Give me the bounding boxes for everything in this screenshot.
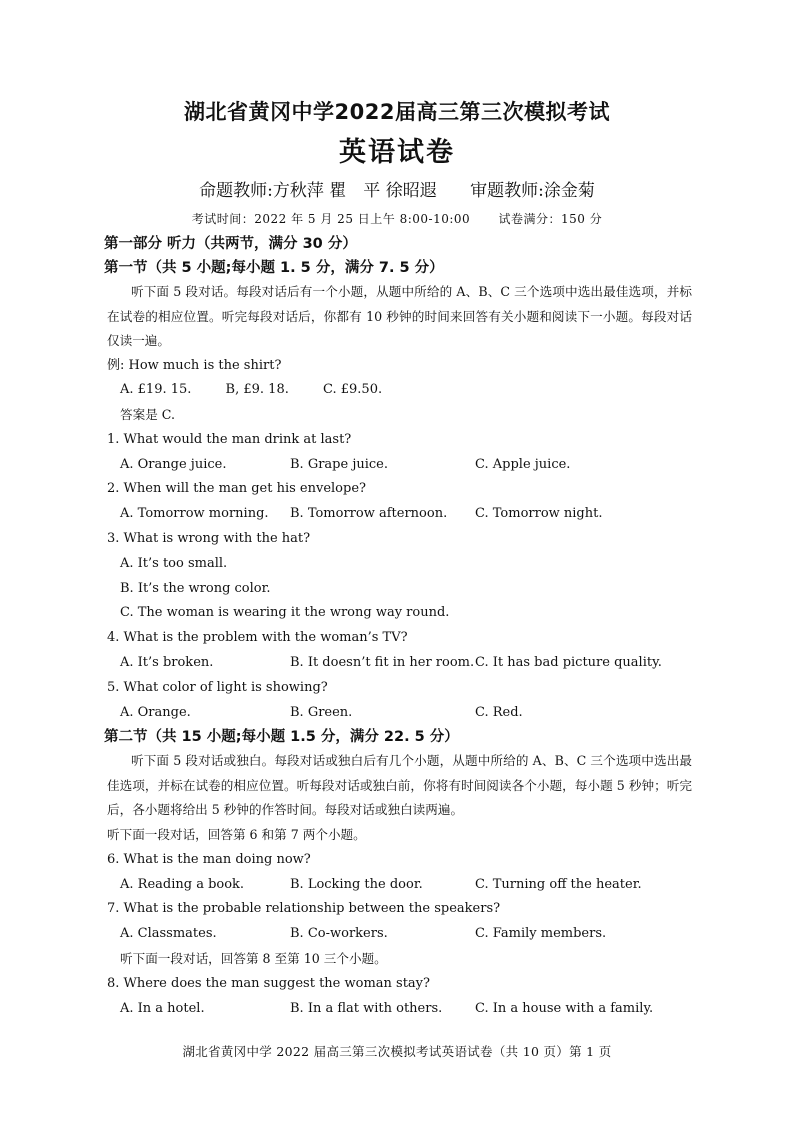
subject-title: 英语试卷 [339,137,455,168]
question-1: 1. What would the man drink at last? [107,431,352,447]
option-c: C. Tomorrow night. [475,506,603,522]
example-options [107,378,692,403]
example-option-c: C. £9.50. [323,382,383,398]
question-5: 5. What color of light is showing? [107,679,328,695]
part1-heading: 第一部分 听力（共两节，满分 30 分） [104,236,357,252]
option-a: A. Orange. [120,704,191,720]
exam-time: 考试时间：2022 年 5 月 25 日上午 8:00-10:00 [191,212,471,226]
option-c: C. It has bad picture quality. [475,655,662,671]
option-c: C. Family members. [475,926,607,942]
question-5-options [107,701,692,726]
question-4-options [107,651,692,676]
question-2-options [107,502,692,527]
option-b: B. In a flat with others. [290,1000,443,1016]
option-b: B. Locking the door. [290,876,423,892]
cue-6-7: 听下面一段对话，回答第 6 和第 7 两个小题。 [107,826,366,842]
question-1-options [107,453,692,478]
example-question: 例: How much is the shirt? [107,357,282,373]
section2-instructions: 听下面 5 段对话或独白。每段对话或独白后有几个小题，从题中所给的 A、B、C 三个选项中选出最佳选项，并标在试卷的相应位置。听每段对话或独白前，你将有时间阅读各个小题，每小题 5 秒钟；听完后，各小题将给出 5 秒钟的作答时间。每段对话或独白读两遍。 [107,753,692,818]
option-a: A. Classmates. [120,926,217,942]
section1-heading: 第一节（共 5 小题;每小题 1. 5 分，满分 7. 5 分） [104,260,444,276]
option-b: B. It’s the wrong color. [120,580,271,596]
question-4: 4. What is the problem with the woman’s TV? [107,630,408,646]
example-answer: 答案是 C. [120,407,175,423]
question-3: 3. What is wrong with the hat? [107,531,311,547]
school-title: 湖北省黄冈中学2022届高三第三次模拟考试 [184,100,610,124]
page-footer: 湖北省黄冈中学 2022 届高三第三次模拟考试英语试卷（共 10 页）第 1 页 [182,1044,612,1059]
option-b: B. Green. [290,704,353,720]
option-a: A. Orange juice. [120,456,227,472]
reviewer-teacher: 审题教师:涂金菊 [470,181,595,201]
question-8-options [107,997,692,1022]
option-b: B. Co-workers. [290,926,388,942]
option-a: A. It’s broken. [120,655,214,671]
question-6: 6. What is the man doing now? [107,851,311,867]
option-c: C. In a house with a family. [475,1000,654,1016]
option-a: A. Tomorrow morning. [120,506,269,522]
option-c: C. Apple juice. [475,456,571,472]
option-b: B. Tomorrow afternoon. [290,506,448,522]
option-b: B. Grape juice. [290,456,388,472]
option-c: C. Red. [475,704,523,720]
option-a: A. Reading a book. [120,876,245,892]
option-a: A. In a hotel. [120,1000,205,1016]
question-7-options [107,922,692,947]
question-7: 7. What is the probable relationship between the speakers? [107,901,501,917]
question-6-options [107,873,692,898]
cue-8-10: 听下面一段对话，回答第 8 至第 10 三个小题。 [120,950,387,966]
option-c: C. Turning off the heater. [475,876,642,892]
section2-heading: 第二节（共 15 小题;每小题 1.5 分，满分 22. 5 分） [104,729,459,746]
option-c: C. The woman is wearing it the wrong way round. [120,605,450,621]
teacher-info [0,176,794,201]
example-option-a: A. £19. 15. [120,382,192,398]
full-score: 试卷满分：150 分 [498,212,603,226]
section1-instructions: 听下面 5 段对话。每段对话后有一个小题，从题中所给的 A、B、C 三个选项中选出最佳选项，并标在试卷的相应位置。听完每段对话后，你都有 10 秒钟的时间来回答有关小题和阅读下一小题。每段对话仅读一遍。 [107,284,692,348]
exam-content [104,232,692,1021]
example-option-b: B, £9. 18. [225,382,289,398]
option-b: B. It doesn’t fit in her room. [290,655,475,671]
setter-teachers: 命题教师:方秋萍 瞿 平 徐昭遐 [199,181,437,201]
question-8: 8. Where does the man suggest the woman stay? [107,975,430,991]
option-a: A. It’s too small. [120,555,228,571]
exam-info [0,210,794,227]
question-2: 2. When will the man get his envelope? [107,481,366,497]
